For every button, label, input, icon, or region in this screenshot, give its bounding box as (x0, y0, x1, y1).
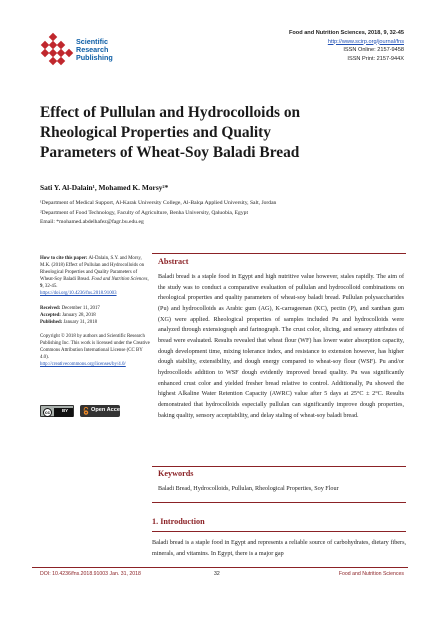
received-date: December 11, 2017 (61, 305, 100, 311)
cc-by-badge[interactable] (40, 405, 74, 417)
abstract-heading: Abstract (158, 257, 189, 266)
introduction-rule (152, 531, 406, 532)
publisher-line-3: Publishing (76, 52, 113, 62)
copyright-text: Copyright © 2018 by authors and Scientific Research Publishing Inc. This work is licensed under the Creative Commons Attribution International License (CC BY 4.0). (40, 333, 150, 361)
keywords-rule-bottom (152, 502, 406, 503)
abstract-rule-top (152, 253, 406, 254)
journal-citation: Food and Nutrition Sciences, 2018, 9, 32-45 (288, 30, 404, 36)
keywords-rule-top (152, 466, 406, 467)
publisher-name (76, 38, 113, 61)
cite-text: Al-Dalain, S.Y. and Morsy, M.K. (2018) Effect of Pullulan and Hydrocolloids on Rheological Properties and Quality Parameters of Wheat-Soy Baladi Bread. (40, 256, 145, 283)
cc-icon: cc (44, 409, 51, 415)
title-line-2: Rheological Properties and Quality (40, 124, 271, 141)
keywords-text: Baladi Bread, Hydrocolloids, Pullulan, Rheological Properties, Soy Flour (158, 486, 339, 492)
affiliations (40, 199, 276, 228)
cite-pages: , 32-45. (42, 284, 58, 290)
affiliation-2: ²Department of Food Technology, Faculty of Agriculture, Benha University, Qaluobia, Egypt (40, 209, 249, 216)
accepted-date: January 28, 2018 (62, 312, 96, 318)
page-number: 32 (214, 571, 220, 577)
journal-info (289, 29, 404, 63)
footer-doi[interactable]: DOI: 10.4236/fns.2018.91003 Jan. 31, 2018 (40, 571, 141, 577)
article-sidebar (40, 255, 152, 375)
open-access-badge[interactable] (80, 405, 127, 417)
license-link[interactable]: http://creativecommons.org/licenses/by/4.0/ (40, 362, 126, 368)
issn-online: ISSN Online: 2157-9458 (343, 47, 404, 54)
cite-label: How to cite this paper: (40, 256, 88, 261)
issn-print: ISSN Print: 2157-944X (347, 55, 404, 62)
abstract-text: Baladi bread is a staple food in Egypt and high nutritive value however, stales rapidly. The aim of the study was to conduct a comparative evaluation of pullulan and hydrocolloid combinations on rheological properties and quality parameters of wheat-soy baladi bread. Pullulan polysaccharides (Pu) and hydrocolloids as Arabic gum (AG), K-carrageenan (KC), pectin (P), and xanthan gum (XG) were applied. Rheological properties of samples included Pu and hydrocolloids were analyzed through extensiograph and farinograph. The crust color, slicing, and sensory attributes of bread were evaluated. Results revealed that wheat flour (WF) has lower water absorption capacity, dough development time, mixing tolerance index, and resistance to extension however, has higher dough stability, extensibility, and dough energy compared to wheat-soy flour (WSF). Pu and/or hydrocolloids addition to WSF dough evidently improved bread quality. Pu was significantly enhanced crust color and yielded fresher bread relative to control. Additionally, Pu showed the highest Alkaline Water Retention Capacity (AWRC) value after 5 days at 25°C ± 2°C. Results demonstrated that hydrocolloids especially pullulan can significantly improve dough properties, baking quality, sensory acceptability, and delay staling of wheat-soy baladi bread. (158, 274, 404, 419)
introduction-heading: 1. Introduction (152, 517, 205, 526)
cc-by-label: BY (62, 408, 69, 413)
journal-url-link[interactable]: http://www.scirp.org/journal/fns (327, 38, 404, 45)
affiliation-1: ¹Department of Medical Support, Al-Karak University College, Al-Balqa Applied University, Salt, Jordan (40, 200, 277, 206)
citation-block (40, 255, 152, 298)
author-list: Sati Y. Al-Dalain¹, Mohamed K. Morsy²* (40, 183, 169, 192)
accepted-label: Accepted: (40, 312, 61, 318)
open-access-label: Open Access (91, 406, 127, 413)
keywords-heading: Keywords (158, 469, 194, 478)
title-line-1: Effect of Pullulan and Hydrocolloids on (40, 104, 301, 121)
footer-rule (32, 567, 408, 568)
dates-block (40, 305, 152, 326)
doi-link[interactable]: https://doi.org/10.4236/fns.2018.91003 (40, 291, 117, 297)
open-lock-icon (83, 407, 89, 415)
title-line-3: Parameters of Wheat-Soy Baladi Bread (40, 144, 300, 161)
publisher-line-1: Scientific (76, 37, 108, 46)
cite-volume: 9 (40, 284, 43, 290)
publisher-line-2: Research (76, 44, 109, 54)
copyright-block (40, 333, 152, 368)
article-title (40, 103, 400, 163)
publisher-logo[interactable] (40, 32, 150, 68)
license-badges (40, 405, 152, 417)
footer-journal: Food and Nutrition Sciences (338, 571, 404, 577)
published-date: January 31, 2018 (63, 319, 98, 325)
published-label: Published: (40, 319, 63, 325)
received-label: Received: (40, 305, 61, 311)
scirp-logo-icon (40, 32, 74, 66)
cite-journal: Food and Nutrition Sciences, (91, 277, 149, 283)
introduction-text: Baladi bread is a staple food in Egypt and represents a reliable source of carbohydrates, dietary fibers, minerals, and vitamins. In Egypt, there is a major gap (152, 540, 406, 557)
author-email[interactable]: Email: *mohamed.abdelhafez@fagr.bu.edu.eg (40, 219, 144, 226)
